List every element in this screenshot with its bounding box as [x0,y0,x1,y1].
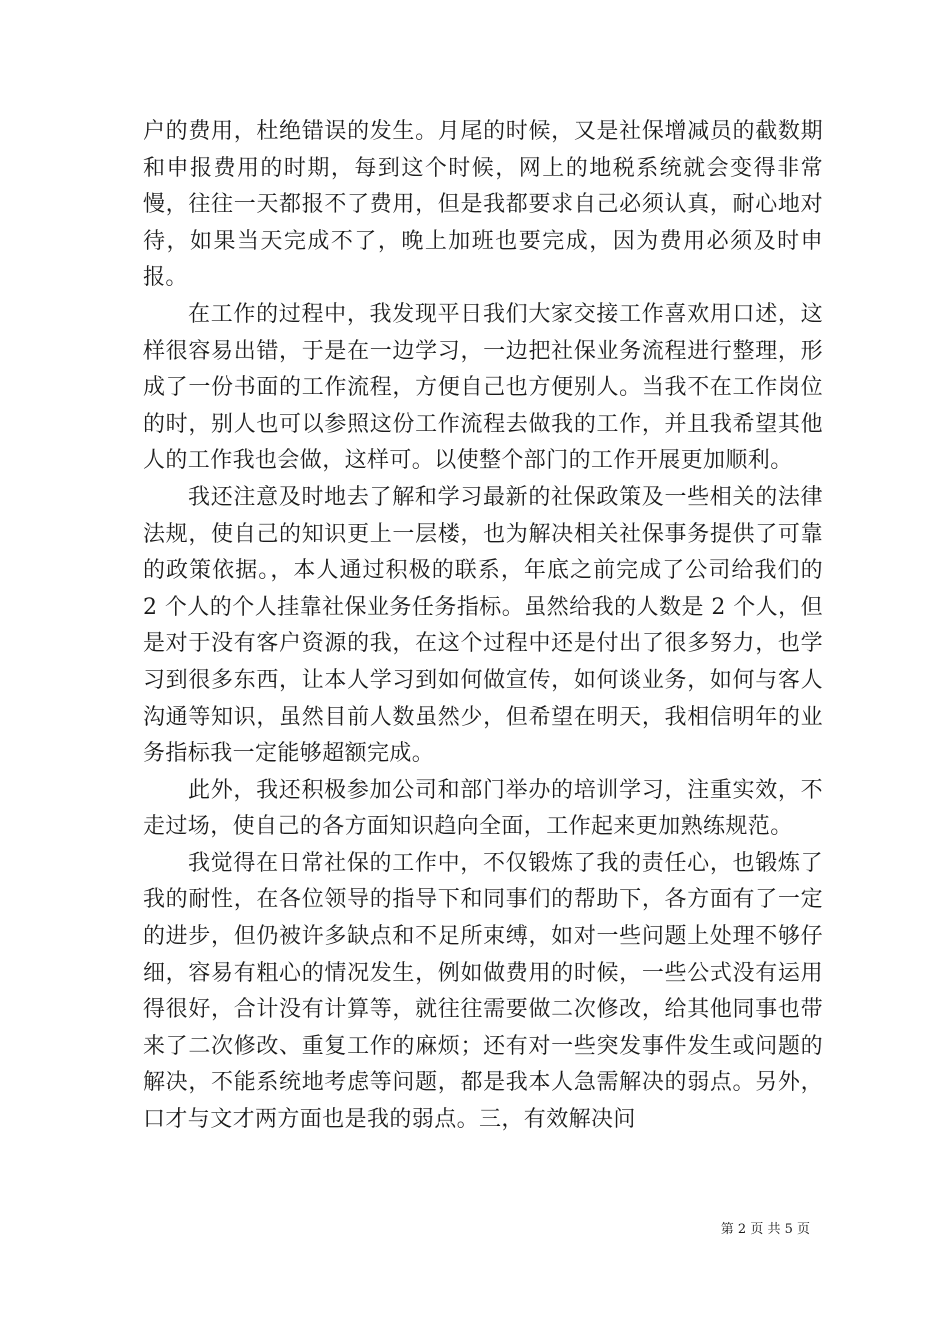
document-body [143,114,823,1139]
paragraph-4: 此外，我还积极参加公司和部门举办的培训学习，注重实效，不走过场，使自己的各方面知识趋向全面，工作起来更加熟练规范。 [143,777,823,840]
paragraph-2: 在工作的过程中，我发现平日我们大家交接工作喜欢用口述，这样很容易出错，于是在一边学习，一边把社保业务流程进行整理，形成了一份书面的工作流程，方便自己也方便别人。当我不在工作岗位的时，别人也可以参照这份工作流程去做我的工作，并且我希望其他人的工作我也会做，这样可。以使整个部门的工作开展更加顺利。 [143,301,823,474]
page-number-footer: 第 2 页 共 5 页 [720,1222,810,1237]
paragraph-3: 我还注意及时地去了解和学习最新的社保政策及一些相关的法律法规，使自己的知识更上一层楼，也为解决相关社保事务提供了可靠的政策依据。，本人通过积极的联系，年底之前完成了公司给我们的 2 个人的个人挂靠社保业务任务指标。虽然给我的人数是 2 个人，但是对于没有客户资源的我，在这个过程中还是付出了很多努力，也学习到很多东西，让本人学习到如何做宣传，如何谈业务，如何与客人沟通等知识，虽然目前人数虽然少，但希望在明天，我相信明年的业务指标我一定能够超额完成。 [143,484,823,767]
paragraph-5: 我觉得在日常社保的工作中，不仅锻炼了我的责任心，也锻炼了我的耐性，在各位领导的指导下和同事们的帮助下，各方面有了一定的进步，但仍被许多缺点和不足所束缚，如对一些问题上处理不够仔细，容易有粗心的情况发生，例如做费用的时候，一些公式没有运用得很好，合计没有计算等，就往往需要做二次修改，给其他同事也带来了二次修改、重复工作的麻烦；还有对一些突发事件发生或问题的解决，不能系统地考虑等问题，都是我本人急需解决的弱点。另外，口才与文才两方面也是我的弱点。三，有效解决问 [143,850,823,1133]
paragraph-1: 户的费用，杜绝错误的发生。月尾的时候，又是社保增减员的截数期和申报费用的时期，每到这个时候，网上的地税系统就会变得非常慢，往往一天都报不了费用，但是我都要求自己必须认真，耐心地对待，如果当天完成不了，晚上加班也要完成，因为费用必须及时申报。 [143,119,823,291]
